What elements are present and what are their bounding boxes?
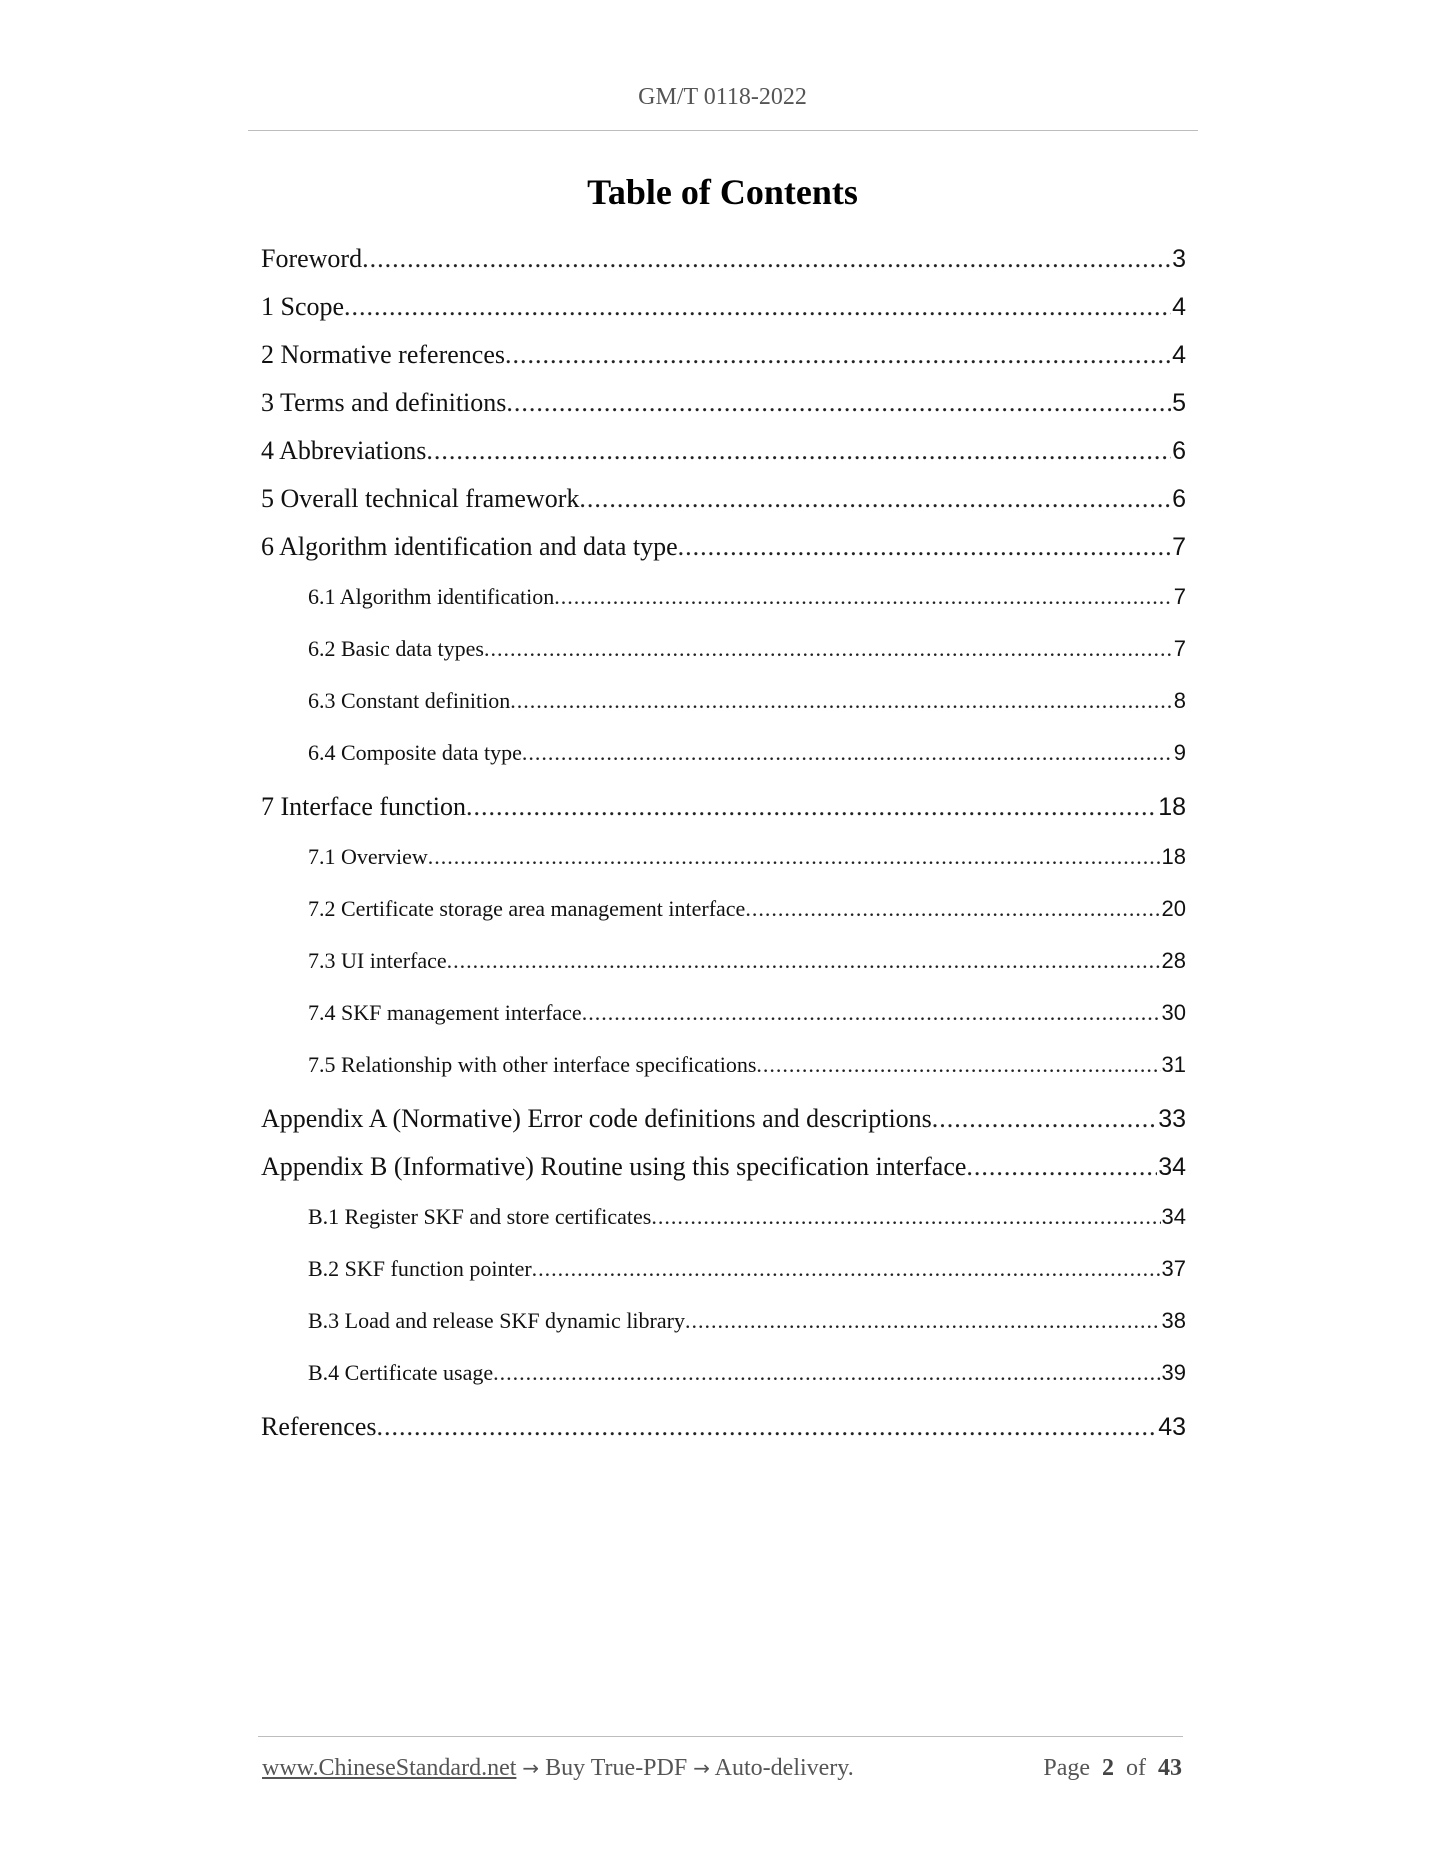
toc-entry-page: 7 (1173, 584, 1186, 609)
dot-leader (505, 331, 1171, 379)
page-number (1043, 1755, 1182, 1782)
toc-entry-label: 6.4 Composite data type (308, 740, 522, 765)
toc-entry-label: Foreword (261, 244, 363, 273)
toc-entry-label: Appendix A (Normative) Error code definitions and descriptions (261, 1104, 932, 1133)
toc-entry-label: 6.1 Algorithm identification (308, 584, 555, 609)
dot-leader (362, 235, 1171, 283)
footer-divider (258, 1736, 1183, 1737)
toc-entry-6-2[interactable] (308, 623, 1186, 675)
toc-entry-scope[interactable] (261, 283, 1186, 331)
dot-leader (522, 727, 1173, 779)
toc-entry-label: B.1 Register SKF and store certificates (308, 1204, 652, 1229)
table-of-contents (261, 235, 1186, 1451)
footer-promo (262, 1755, 854, 1782)
toc-entry-page: 6 (1172, 437, 1186, 465)
toc-entry-label: 5 Overall technical framework (261, 484, 580, 513)
page-word: Page (1043, 1755, 1090, 1781)
toc-entry-appendix-a[interactable] (261, 1095, 1186, 1143)
dot-leader (447, 935, 1161, 987)
toc-entry-7-4[interactable] (308, 987, 1186, 1039)
dot-leader (745, 883, 1160, 935)
dot-leader (932, 1095, 1157, 1143)
toc-entry-label: 7 Interface function (261, 792, 467, 821)
toc-entry-label: 7.5 Relationship with other interface specifications (308, 1052, 757, 1077)
toc-entry-label: 4 Abbreviations (261, 436, 427, 465)
dot-leader (510, 675, 1172, 727)
toc-entry-6-3[interactable] (308, 675, 1186, 727)
site-link[interactable]: www.ChineseStandard.net (262, 1755, 517, 1781)
toc-entry-framework[interactable] (261, 475, 1186, 523)
toc-entry-label: 3 Terms and definitions (261, 388, 507, 417)
toc-entry-page: 9 (1173, 740, 1186, 765)
toc-entry-page: 8 (1173, 688, 1186, 713)
toc-entry-label: 7.4 SKF management interface (308, 1000, 582, 1025)
toc-entry-page: 34 (1161, 1204, 1186, 1229)
toc-entry-label: 7.1 Overview (308, 844, 428, 869)
toc-entry-b-2[interactable] (308, 1243, 1186, 1295)
dot-leader (344, 283, 1171, 331)
toc-entry-page: 30 (1161, 1000, 1186, 1025)
dot-leader (582, 987, 1161, 1039)
toc-entry-label: B.2 SKF function pointer (308, 1256, 532, 1281)
toc-entry-label: Appendix B (Informative) Routine using this specification interface (261, 1152, 967, 1181)
toc-entry-page: 6 (1172, 485, 1186, 513)
dot-leader (466, 783, 1157, 831)
toc-entry-abbreviations[interactable] (261, 427, 1186, 475)
toc-entry-page: 37 (1161, 1256, 1186, 1281)
toc-entry-page: 31 (1161, 1052, 1186, 1077)
right-arrow-icon: → (693, 1756, 710, 1780)
toc-entry-label: 6.2 Basic data types (308, 636, 484, 661)
dot-leader (678, 523, 1171, 571)
dot-leader (493, 1347, 1160, 1399)
toc-entry-label: B.4 Certificate usage (308, 1360, 494, 1385)
page-total: 43 (1158, 1755, 1182, 1781)
toc-entry-6-1[interactable] (308, 571, 1186, 623)
delivery-text: Auto-delivery. (714, 1755, 854, 1781)
toc-entry-7-3[interactable] (308, 935, 1186, 987)
toc-entry-foreword[interactable] (261, 235, 1186, 283)
toc-entry-page: 43 (1158, 1413, 1186, 1441)
dot-leader (376, 1403, 1157, 1451)
toc-entry-label: B.3 Load and release SKF dynamic library (308, 1308, 685, 1333)
toc-entry-label: 6.3 Constant definition (308, 688, 511, 713)
toc-entry-references[interactable] (261, 1403, 1186, 1451)
toc-entry-page: 38 (1161, 1308, 1186, 1333)
header-divider (248, 130, 1198, 131)
toc-entry-label: 6 Algorithm identification and data type (261, 532, 678, 561)
toc-entry-page: 4 (1172, 341, 1186, 369)
dot-leader (484, 623, 1173, 675)
toc-entry-interface-function[interactable] (261, 783, 1186, 831)
toc-entry-normative-references[interactable] (261, 331, 1186, 379)
toc-entry-7-5[interactable] (308, 1039, 1186, 1091)
page-footer (262, 1755, 1182, 1782)
dot-leader (685, 1295, 1161, 1347)
dot-leader (428, 831, 1161, 883)
toc-entry-6-4[interactable] (308, 727, 1186, 779)
toc-entry-page: 20 (1161, 896, 1186, 921)
toc-entry-7-1[interactable] (308, 831, 1186, 883)
dot-leader (554, 571, 1173, 623)
dot-leader (426, 427, 1171, 475)
toc-entry-page: 18 (1161, 844, 1186, 869)
toc-entry-label: 7.3 UI interface (308, 948, 447, 973)
toc-entry-page: 4 (1172, 293, 1186, 321)
dot-leader (506, 379, 1171, 427)
toc-entry-appendix-b[interactable] (261, 1143, 1186, 1191)
dot-leader (966, 1143, 1157, 1191)
toc-entry-7-2[interactable] (308, 883, 1186, 935)
toc-entry-label: 7.2 Certificate storage area management interface (308, 896, 746, 921)
toc-entry-label: References (261, 1412, 377, 1441)
toc-entry-page: 5 (1172, 389, 1186, 417)
toc-entry-b-3[interactable] (308, 1295, 1186, 1347)
dot-leader (651, 1191, 1160, 1243)
right-arrow-icon: → (522, 1756, 540, 1780)
toc-entry-b-1[interactable] (308, 1191, 1186, 1243)
toc-entry-page: 18 (1158, 793, 1186, 821)
running-header: GM/T 0118-2022 (638, 84, 807, 110)
toc-entry-page: 7 (1173, 636, 1186, 661)
toc-entry-label: 2 Normative references (261, 340, 505, 369)
toc-entry-b-4[interactable] (308, 1347, 1186, 1399)
toc-entry-page: 39 (1161, 1360, 1186, 1385)
buy-text: Buy True-PDF (545, 1755, 688, 1781)
toc-entry-page: 7 (1172, 533, 1186, 561)
toc-entry-page: 34 (1158, 1153, 1186, 1181)
toc-entry-page: 28 (1161, 948, 1186, 973)
toc-entry-page: 33 (1158, 1105, 1186, 1133)
of-word: of (1126, 1755, 1146, 1781)
dot-leader (756, 1039, 1160, 1091)
toc-entry-label: 1 Scope (261, 292, 345, 321)
page-current: 2 (1102, 1755, 1114, 1781)
toc-entry-terms[interactable] (261, 379, 1186, 427)
toc-entry-algorithm[interactable] (261, 523, 1186, 571)
toc-entry-page: 3 (1172, 245, 1186, 273)
dot-leader (532, 1243, 1161, 1295)
dot-leader (579, 475, 1171, 523)
page-title: Table of Contents (587, 172, 858, 212)
